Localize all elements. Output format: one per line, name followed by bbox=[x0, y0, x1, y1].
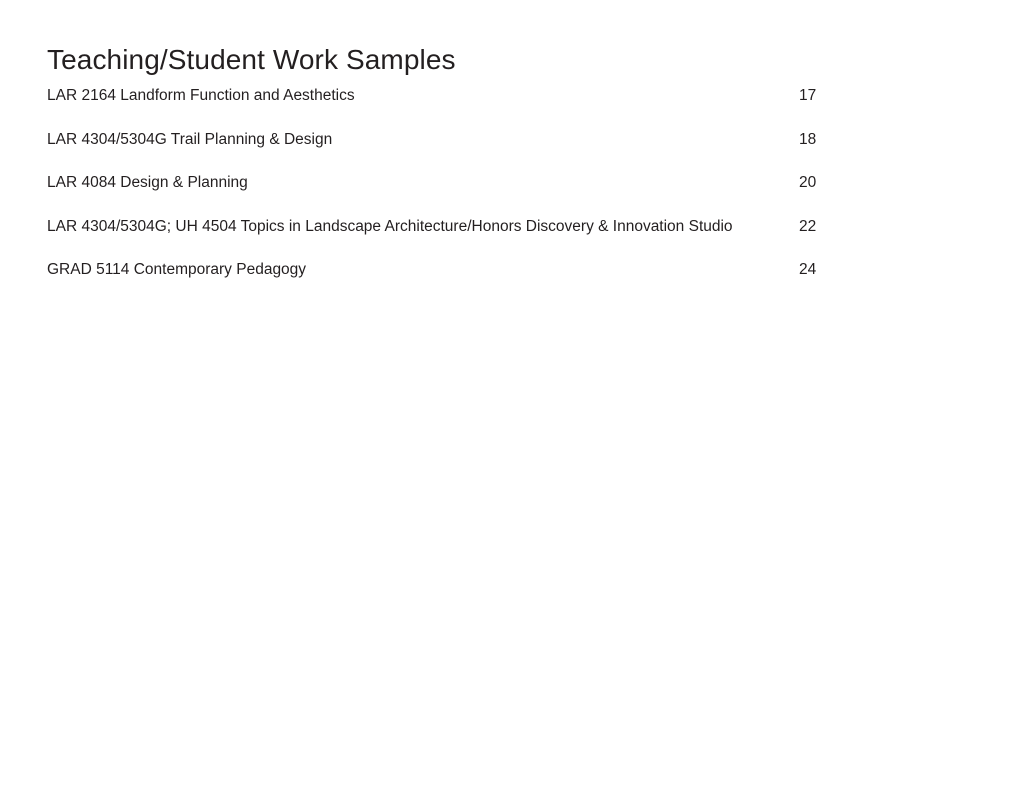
toc-page-number: 24 bbox=[799, 261, 817, 278]
table-of-contents bbox=[47, 86, 837, 304]
toc-entry-label: LAR 4304/5304G; UH 4504 Topics in Landscape Architecture/Honors Discovery & Innovation Studio bbox=[47, 217, 733, 235]
toc-page-number: 20 bbox=[799, 174, 817, 191]
toc-row bbox=[47, 173, 837, 217]
toc-page-number: 18 bbox=[799, 130, 817, 148]
toc-row bbox=[47, 130, 837, 174]
toc-entry-label: GRAD 5114 Contemporary Pedagogy bbox=[47, 261, 307, 278]
section-title: Teaching/Student Work Samples bbox=[47, 44, 456, 75]
toc-entry-label: LAR 2164 Landform Function and Aesthetics bbox=[47, 87, 355, 104]
toc-entry-label: LAR 4084 Design & Planning bbox=[47, 174, 248, 191]
toc-row bbox=[47, 260, 837, 304]
toc-row bbox=[47, 217, 837, 261]
toc-page-number: 22 bbox=[799, 217, 817, 235]
toc-row bbox=[47, 86, 837, 130]
document-page bbox=[47, 42, 837, 304]
toc-page-number: 17 bbox=[799, 87, 817, 104]
toc-entry-label: LAR 4304/5304G Trail Planning & Design bbox=[47, 130, 333, 148]
